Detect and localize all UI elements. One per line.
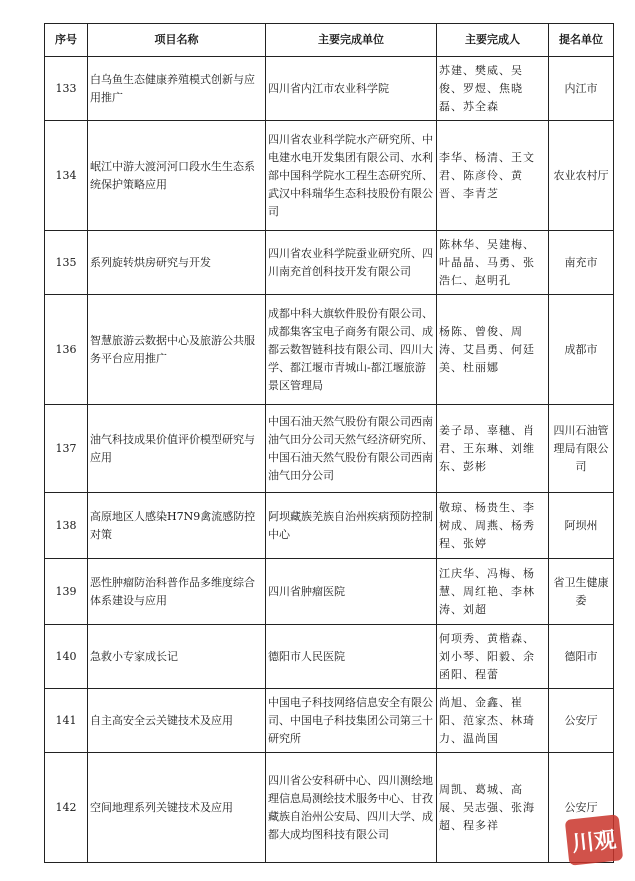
row-people: 江庆华、冯梅、杨慧、周红艳、李林涛、刘超 [437, 559, 549, 625]
row-people: 姜子昂、辜穗、肖君、王东琳、刘维东、彭彬 [437, 405, 549, 493]
row-project: 系列旋转烘房研究与开发 [88, 231, 266, 295]
header-no: 序号 [45, 24, 88, 57]
table-row [45, 753, 614, 863]
row-people: 何项秀、黄楷森、刘小琴、阳毅、余函阳、程蕾 [437, 625, 549, 689]
row-no: 140 [45, 625, 88, 689]
row-units: 四川省农业科学院水产研究所、中电建水电开发集团有限公司、水利部中国科学院水工程生态研究所、武汉中科瑞华生态科技股份有限公司 [266, 121, 437, 231]
row-nominator: 南充市 [549, 231, 614, 295]
header-units: 主要完成单位 [266, 24, 437, 57]
row-people: 杨陈、曾俊、周涛、艾昌勇、何廷美、杜丽娜 [437, 295, 549, 405]
header-row [45, 24, 614, 57]
row-nominator: 公安厅 [549, 689, 614, 753]
row-nominator: 成都市 [549, 295, 614, 405]
row-units: 四川省肿瘤医院 [266, 559, 437, 625]
table-row [45, 57, 614, 121]
row-nominator: 公安厅 [549, 753, 614, 863]
row-people: 苏建、樊威、吴俊、罗煜、焦晓磊、苏全森 [437, 57, 549, 121]
table-row [45, 493, 614, 559]
row-nominator: 农业农村厅 [549, 121, 614, 231]
header-people: 主要完成人 [437, 24, 549, 57]
row-project: 智慧旅游云数据中心及旅游公共服务平台应用推广 [88, 295, 266, 405]
row-nominator: 德阳市 [549, 625, 614, 689]
row-people: 敬琼、杨贵生、李树成、周燕、杨秀程、张婷 [437, 493, 549, 559]
row-nominator: 内江市 [549, 57, 614, 121]
row-no: 142 [45, 753, 88, 863]
table-row [45, 231, 614, 295]
row-people: 陈林华、吴建梅、叶晶晶、马勇、张浩仁、赵明孔 [437, 231, 549, 295]
row-units: 中国电子科技网络信息安全有限公司、中国电子科技集团公司第三十研究所 [266, 689, 437, 753]
row-project: 空间地理系列关键技术及应用 [88, 753, 266, 863]
row-nominator: 四川石油管理局有限公司 [549, 405, 614, 493]
row-units: 四川省公安科研中心、四川测绘地理信息局测绘技术服务中心、甘孜藏族自治州公安局、四川大学、成都大成均图科技有限公司 [266, 753, 437, 863]
row-units: 成都中科大旗软件股份有限公司、成都集客宝电子商务有限公司、成都云数智链科技有限公司、四川大学、都江堰市青城山-都江堰旅游景区管理局 [266, 295, 437, 405]
table-row [45, 295, 614, 405]
row-people: 李华、杨清、王文君、陈彦伶、黄晋、李青芝 [437, 121, 549, 231]
table-row [45, 121, 614, 231]
row-units: 四川省农业科学院蚕业研究所、四川南充首创科技开发有限公司 [266, 231, 437, 295]
row-project: 急救小专家成长记 [88, 625, 266, 689]
row-no: 137 [45, 405, 88, 493]
row-no: 133 [45, 57, 88, 121]
table-row [45, 625, 614, 689]
row-units: 四川省内江市农业科学院 [266, 57, 437, 121]
row-units: 德阳市人民医院 [266, 625, 437, 689]
header-project: 项目名称 [88, 24, 266, 57]
header-nominator: 提名单位 [549, 24, 614, 57]
watermark-logo: 川观 [565, 814, 624, 865]
row-people: 周凯、葛城、高展、吴志强、张海超、程多祥 [437, 753, 549, 863]
row-units: 中国石油天然气股份有限公司西南油气田分公司天然气经济研究所、中国石油天然气股份有限公司西南油气田分公司 [266, 405, 437, 493]
row-project: 高原地区人感染H7N9禽流感防控对策 [88, 493, 266, 559]
row-no: 136 [45, 295, 88, 405]
row-no: 134 [45, 121, 88, 231]
row-project: 岷江中游大渡河河口段水生生态系统保护策略应用 [88, 121, 266, 231]
row-no: 138 [45, 493, 88, 559]
table-row [45, 689, 614, 753]
row-project: 自主高安全云关键技术及应用 [88, 689, 266, 753]
row-project: 白乌鱼生态健康养殖模式创新与应用推广 [88, 57, 266, 121]
row-nominator: 省卫生健康委 [549, 559, 614, 625]
row-project: 恶性肿瘤防治科普作品多维度综合体系建设与应用 [88, 559, 266, 625]
awards-table [44, 23, 614, 863]
row-project: 油气科技成果价值评价模型研究与应用 [88, 405, 266, 493]
table-row [45, 559, 614, 625]
table-row [45, 405, 614, 493]
row-no: 139 [45, 559, 88, 625]
row-no: 141 [45, 689, 88, 753]
row-nominator: 阿坝州 [549, 493, 614, 559]
row-units: 阿坝藏族羌族自治州疾病预防控制中心 [266, 493, 437, 559]
row-no: 135 [45, 231, 88, 295]
row-people: 尚旭、金鑫、崔阳、范家杰、林琦力、温尚国 [437, 689, 549, 753]
